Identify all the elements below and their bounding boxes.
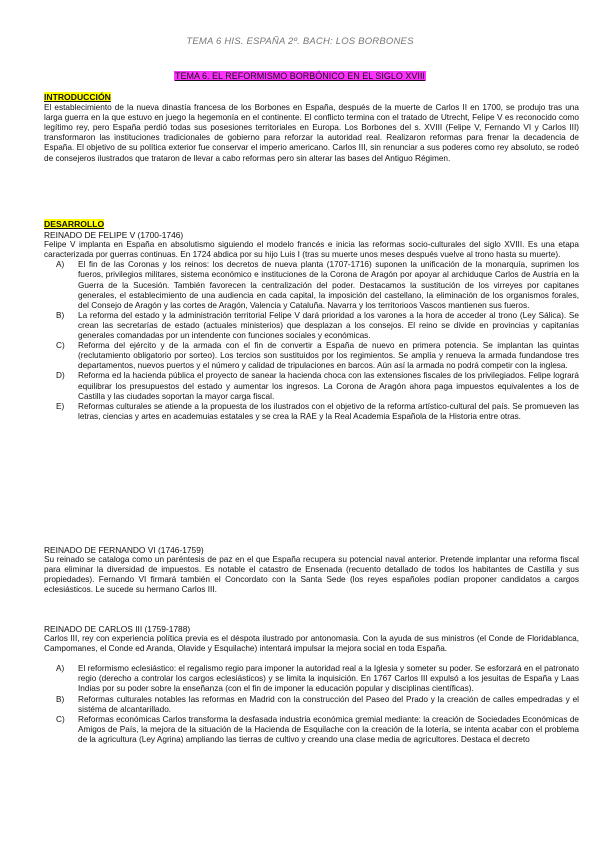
intro-paragraph: El establecimiento de la nueva dinastía francesa de los Borbones en España, después de la muerte de Carlos II en 1700, se produjo tras una larga guerra en la que estuvo en juego la hegemonía en el continente. El conflicto termina con el tratado de Utrecht, Felipe V es reconocido como legítimo rey, pero España perdió todas sus posesiones territoriales en Europa. Los Borbones del s. XVIII (Felipe V, Fernando VI y Carlos III) transformaron las instituciones tradicionales de gobierno para reforzar la autoridad real. Realizaron reformas para frenar la decadencia de España. El objetivo de su política exterior fue conservar el imperio americano. Carlos III, sin renunciar a sus poderes como rey absoluto, se rodeó de consejeros ilustrados que trataron de llevar a cabo reformas pero sin alterar las bases del Antiguo Régimen. — [44, 103, 579, 163]
document-title — [0, 66, 600, 84]
fernando-section — [44, 545, 579, 595]
carlos-list — [44, 664, 579, 745]
carlos-section — [44, 624, 579, 745]
list-item: B) Reformas culturales notables las reformas en Madrid con la construcción del Paseo del Prado y la creación de calles empedradas y el sistéma de alcantarillado. — [56, 694, 579, 714]
fernando-heading: REINADO DE FERNANDO VI (1746-1759) — [44, 545, 204, 555]
list-item: E) Reformas culturales se atiende a la propuesta de los ilustrados con el objetivo de la reforma artístico-cultural del país. Se promueven las letras, ciencias y artes en academuias estatales y se crea la RAE y la Real Academia Española de la Historia entre otras. — [56, 401, 579, 421]
desarrollo-section — [44, 219, 579, 422]
intro-title: INTRODUCCIÓN — [44, 92, 111, 102]
felipe-heading: REINADO DE FELIPE V (1700-1746) — [44, 230, 184, 241]
carlos-paragraph: Carlos III, rey con experiencia política previa es el déspota ilustrado por antonomasia. Con la ayuda de sus ministros (el Conde de Floridablanca, Campomanes, el Conde ed Aranda, Olavide y Esquilache) intentará impulsar la mejora social en toda España. — [44, 634, 579, 654]
fernando-paragraph: Su reinado se cataloga como un paréntesis de paz en el que España recupera su potencial naval anterior. Pretende implantar una reforma fiscal para eliminar la diversidad de impuestos. Es notable el catastro de Ensenada (recuento detallado de todos los habitantes de Castilla y sus propiedades). Fernando VI firmará también el Concordato con la Santa Sede (los reyes españoles podían proponer candidatos a cargos eclesiásticos. Le sucede su hermano Carlos III. — [44, 555, 579, 595]
carlos-heading: REINADO DE CARLOS III (1759-1788) — [44, 624, 191, 634]
intro-section — [44, 92, 579, 164]
list-item: C) Reformas económicas Carlos transforma la desfasada industria económica gremial mediante: la creación de Sociedades Económicas de Amigos de País, la mejora de la situación de la Hacienda de Esquilache con la creación de la lotería, se intenta acabar con el problema de la agricultura (Ley Agrina) ampliando las tierras de cultivo y creando una clase media de agricultores. Destaca el decreto — [56, 714, 579, 744]
list-item: A) El reformismo eclesiástico: el regalismo regio para imponer la autoridad real a la Iglesia y someter su poder. Se esforzará en el patronato regio (derecho a controlar los cargos eclesiásticos) y se limita la inquisición. En 1767 Carlos III expulsó a los jesuitas de España y Laas Indias por su poder sobre la enseñanza (con el fin de imponer la educación popular y disciplinas científicas). — [56, 664, 579, 694]
document-title-text: TEMA 6. EL REFORMISMO BORBÓNICO EN EL SIGLO XVIII — [175, 71, 425, 81]
list-item: B) La reforma del estado y la administración territorial Felipe V dará prioridad a los varones a la hora de acceder al trono (Ley Sálica). Se crean las secretarías de estado (actuales ministerios) que desplazan a los consejos. El reino se divide en provincias y capitanías generales comandadas por un intendente con funciones sociales y económicas. — [56, 310, 579, 341]
felipe-paragraph: Felipe V implanta en España en absolutismo siguiendo el modelo francés e inicia las reformas socio-culturales del siglo XVIII. Es una etapa caracterizada por guerras continuas. En 1724 abdica por su hijo Luis I (tras su muerte unos meses después vuelve al trono hasta su muerte). — [44, 240, 579, 260]
page-header: TEMA 6 HIS. ESPAÑA 2º. BACH: LOS BORBONES — [186, 36, 414, 47]
felipe-list — [44, 260, 579, 422]
desarrollo-title: DESARROLLO — [44, 219, 105, 229]
list-item: A) El fin de las Coronas y los reinos: los decretos de nueva planta (1707-1716) suponen la unificación de la monarquía, suprimen los fueros, privilegios militares, sistema económico e instituciones de la Corona de Aragón por apoyar al archiduque Carlos de Austria en la Guerra de la Sucesión. También favorecen la centralización del poder. Destacamos la sustitución de los virreyes por capitanes generales, el establecimiento de una audiencia en cada capital, la imposición del castellano, la eliminación de los organismos forales, del Consejo de Aragón y las cortes de Aragón, Valencia y Cataluña. Navarra y los territorioos Vascos mantienen sus fueros. — [56, 260, 579, 310]
list-item: C) Reforma del ejército y de la armada con el fin de convertir a España de nuevo en primera potencia. Se implantan las quintas (reclutamiento obligatorio por sorteo). Los tercios son sustituidos por los regimientos. Se amplía y renueva la armada fundandose tres departamentos, nuevos puertos y el número y calidad de tripulaciones en barcos. Aún así la armada no podrá competir con la inglesa. — [56, 341, 579, 371]
list-item: D) Reforma ed la hacienda pública el proyecto de sanear la hacienda choca con las extensiones fiscales de los privilegiados. Felipe logrará equilibrar los presupuestos del estado y aumentar los ingresos. La Corona de Aragón ahora paga impuestos equivalentes a los de Castilla y las ciudades soportan la mayor carga fiscal. — [56, 371, 579, 401]
